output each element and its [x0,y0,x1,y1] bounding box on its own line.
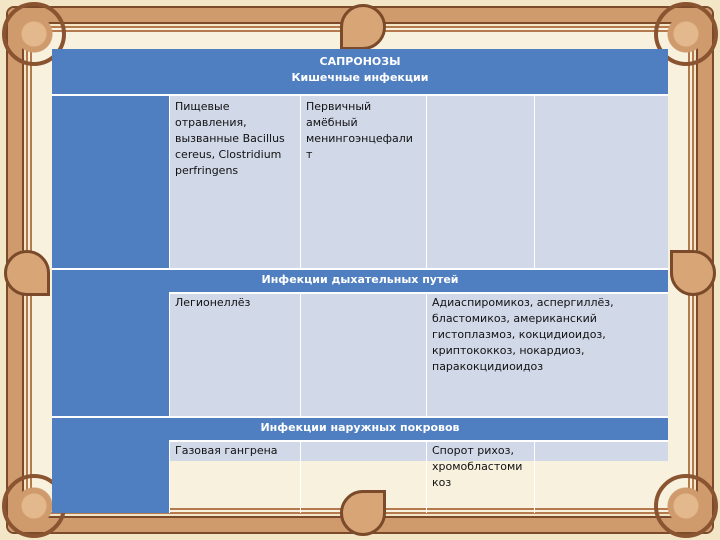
row-label-cell [52,440,169,513]
table-cell [426,96,534,268]
table-row-skin [52,440,668,513]
sapronoses-table [52,49,668,489]
table-title-header [52,49,668,96]
table-title: САПРОНОЗЫ [319,55,401,68]
table-cell: Первичный амёбный менингоэнцефали т [300,96,426,268]
table-cell: Газовая гангрена [169,440,300,513]
table-cell: Легионеллёз [169,292,300,416]
scroll-ornament-icon [340,4,386,50]
table-row-respiratory [52,292,668,416]
table-cell [300,440,426,513]
section-heading-intestinal: Кишечные инфекции [291,71,429,84]
scroll-ornament-icon [670,250,716,296]
table-cell [534,440,668,513]
section-heading-skin: Инфекции наружных покровов [52,416,668,442]
table-cell [534,96,668,268]
table-cell [300,292,426,416]
table-cell: Спорот рихоз, хромобластоми коз [426,440,534,513]
table-cell: Адиаспиромикоз, аспергиллёз, бластомикоз, американский гистоплазмоз, кокцидиоидоз, криптококкоз, нокардиоз, паракокцидиоидоз [426,292,668,416]
table-cell: Пищевые отравления, вызванные Bacillus cereus, Clostridium perfringens [169,96,300,268]
scroll-ornament-icon [4,250,50,296]
row-label-cell [52,96,169,268]
section-heading-respiratory: Инфекции дыхательных путей [52,268,668,294]
table-row-intestinal [52,96,668,268]
row-label-cell [52,292,169,416]
